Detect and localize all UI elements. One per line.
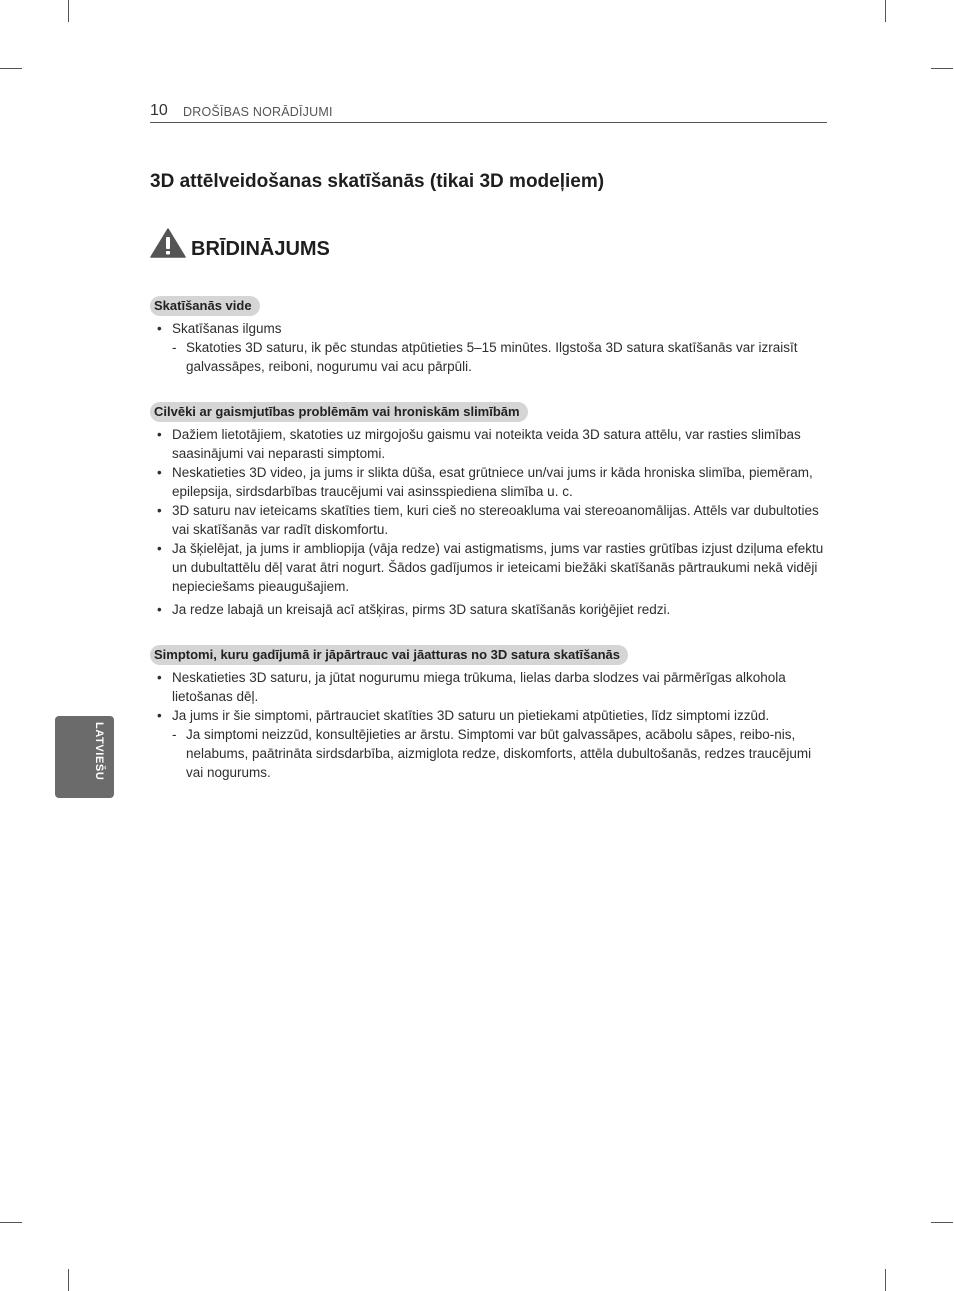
crop-mark <box>68 1269 69 1291</box>
page-header <box>150 102 827 123</box>
list-item <box>150 319 828 376</box>
sub-list-item: - Skatoties 3D saturu, ik pēc stundas atpūtieties 5–15 minūtes. Ilgstoša 3D satura skatīšanās var izraisīt galvassāpes, reiboni, nogurumu vai acu pārpūli. <box>172 338 828 376</box>
list-item-text: Skatīšanas ilgums <box>172 321 282 336</box>
list-item: • Neskatieties 3D video, ja jums ir slikta dūša, esat grūtniece un/vai jums ir kāda hroniska slimība, piemēram, epilepsija, sirdsdarbības traucējumi vai asinsspiediena slimība u. c. <box>150 463 828 501</box>
list-item-text: Ja jums ir šie simptomi, pārtrauciet skatīties 3D saturu un pietiekami atpūtieties, līdz simptomi izzūd. <box>172 708 770 723</box>
warning-title: BRĪDINĀJUMS <box>191 238 330 260</box>
language-tab-label: LATVIEŠU <box>93 722 105 781</box>
sub-list <box>172 725 828 782</box>
sub-list-item: - Ja simptomi neizzūd, konsultējieties ar ārstu. Simptomi var būt galvassāpes, acābolu sāpes, reibo-nis, nelabums, paātrināta sirdsdarbība, aizmiglota redze, diskomforts, attēla dubultošanās, redzes traucējumi vai nogurums. <box>172 725 828 782</box>
crop-mark <box>885 1269 886 1291</box>
list-item: • Ja redze labajā un kreisajā acī atšķiras, pirms 3D satura skatīšanās koriģējiet redzi. <box>150 600 828 619</box>
crop-mark <box>0 68 22 69</box>
page-number: 10 <box>150 102 168 119</box>
content <box>150 296 828 808</box>
section-symptoms <box>150 645 828 782</box>
group-heading: Cilvēki ar gaismjutības problēmām vai hroniskām slimībām <box>150 402 528 422</box>
bullet-list <box>150 319 828 376</box>
section-photosensitivity <box>150 402 828 619</box>
group-heading: Skatīšanās vide <box>150 296 260 316</box>
language-tab <box>55 716 114 798</box>
list-item: • Ja šķielējat, ja jums ir ambliopija (vāja redze) vai astigmatisms, jums var rasties grūtības izjust dziļuma efektu un dubultattēlu dēļ varat ātri nogurt. Šādos gadījumos ir ieteicami biežāki skatīšanās pārtraukumi nekā vidēji nepieciešams pieaugušajiem. <box>150 539 828 596</box>
crop-mark <box>931 68 953 69</box>
crop-mark <box>0 1222 22 1223</box>
list-item <box>150 706 828 782</box>
section-title: 3D attēlveidošanas skatīšanās (tikai 3D modeļiem) <box>150 171 605 192</box>
list-item: • Dažiem lietotājiem, skatoties uz mirgojošu gaismu vai noteikta veida 3D satura attēlu, var rasties slimības saasinājumi vai neparasti simptomi. <box>150 425 828 463</box>
bullet-list <box>150 668 828 782</box>
crop-mark <box>885 0 886 22</box>
list-item: • Neskatieties 3D saturu, ja jūtat nogurumu miega trūkuma, lielas darba slodzes vai pārmērīgas alkohola lietošanas dēļ. <box>150 668 828 706</box>
bullet-list <box>150 425 828 619</box>
section-viewing-environment <box>150 296 828 376</box>
group-heading: Simptomi, kuru gadījumā ir jāpārtrauc vai jāatturas no 3D satura skatīšanās <box>150 645 628 665</box>
running-title: DROŠĪBAS NORĀDĪJUMI <box>183 105 333 119</box>
crop-mark <box>68 0 69 22</box>
sub-list <box>172 338 828 376</box>
crop-mark <box>931 1222 953 1223</box>
list-item: • 3D saturu nav ieteicams skatīties tiem, kuri cieš no stereoakluma vai stereoanomālijas. Attēls var dubultoties vai skatīšanās var radīt diskomfortu. <box>150 501 828 539</box>
warning-triangle-icon <box>150 228 186 258</box>
